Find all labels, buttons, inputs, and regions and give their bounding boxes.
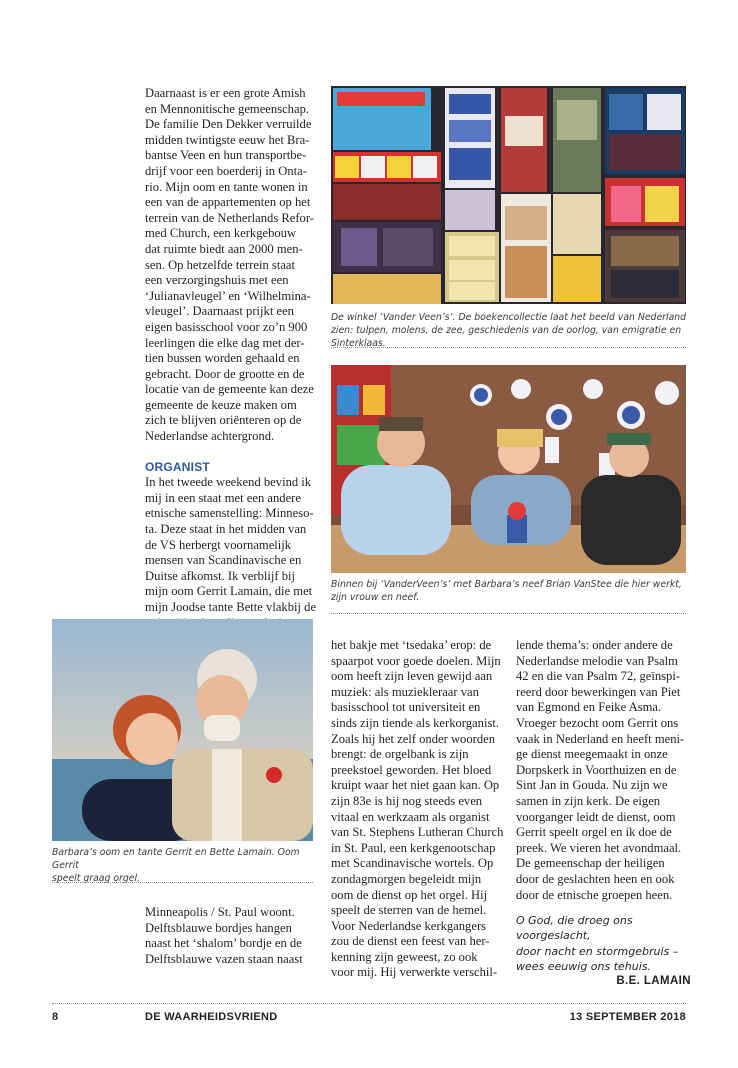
paragraph-line: speelt de sterren van de hemel. — [331, 903, 487, 918]
shop-interior-caption — [331, 579, 691, 605]
paragraph-line: gebracht. Door de grootte en de — [145, 366, 305, 381]
paragraph-line: zijn 83e is hij nog steeds even — [331, 793, 483, 808]
paragraph-line: voorganger leidt de dienst, oom — [516, 809, 676, 824]
article-column-1-bottom — [145, 905, 323, 967]
paragraph-line: drijf voor een boerderij in Onta- — [145, 163, 307, 178]
paragraph-line: spaarpot voor goede doelen. Mijn — [331, 653, 501, 668]
quote-line: door nacht en stormgebruis – — [516, 944, 679, 958]
paragraph-line: zou de dienst een feest van her- — [331, 934, 490, 949]
paragraph-line: mijn oom Gerrit Lamain, die met — [145, 584, 313, 599]
paragraph-line: kenning zijn geweest, zo ook — [331, 949, 478, 964]
paragraph-line: preek. We vieren het avondmaal. — [516, 840, 682, 855]
publication-name: DE WAARHEIDSVRIEND — [145, 1011, 278, 1023]
couple-illustration — [52, 619, 313, 841]
paragraph-line: door de geslachten heen en ook — [516, 871, 675, 886]
paragraph-line: van Egmond en Feike Asma. — [516, 700, 662, 715]
paragraph-line: vleugel’. Daarnaast prijkt een — [145, 304, 294, 319]
paragraph-line: Vroeger bezocht oom Gerrit ons — [516, 715, 679, 730]
shop-interior-illustration — [331, 365, 686, 573]
paragraph-line: Minneapolis / St. Paul woont. — [145, 905, 295, 919]
paragraph-line: naast het ‘shalom’ bordje en de — [145, 936, 302, 951]
bookstore-caption: De winkel ‘Vander Veen’s’. De boekencollectie laat het beeld van Nederland zien: tulpen, molens, de zee, geschiedenis van de oorlog, van emigratie en Sinterklaas. — [331, 312, 687, 349]
paragraph-line: brengt: de orgelbank is zijn — [331, 747, 469, 762]
paragraph-line: Delftsblauwe bordjes hangen — [145, 920, 292, 935]
paragraph-line: Daarnaast is er een grote Amish — [145, 86, 306, 100]
paragraph-line: rio. Mijn oom en tante wonen in — [145, 179, 308, 194]
paragraph-line: etnische samenstelling: Minneso- — [145, 506, 314, 521]
paragraph-line: in St. Paul, een kerkgenootschap — [331, 840, 496, 855]
paragraph-line: Voor Nederlandse kerkgangers — [331, 918, 487, 933]
caption-line: speelt graag orgel. — [52, 872, 141, 884]
paragraph-line: leerlingen die elke dag met der- — [145, 335, 305, 350]
paragraph-line: dat ruimte biedt aan 2000 men- — [145, 241, 303, 256]
paragraph-line: De gemeenschap der heiligen — [516, 856, 665, 871]
paragraph-line: Gerrit speelt orgel en ik doe de — [516, 825, 672, 840]
caption-line: Binnen bij ‘VanderVeen’s’ met Barbara’s neef Brian VanStee die hier werkt, — [331, 579, 682, 590]
paragraph-line: basisschool tot universiteit en — [331, 700, 481, 715]
paragraph-line: sinds zijn tiende als kerkorganist. — [331, 715, 500, 730]
paragraph-line: bantse Veen en hun transportbe- — [145, 148, 307, 163]
caption-line: zijn vrouw en neef. — [331, 591, 420, 603]
paragraph-line: zich te blijven oriënteren op de — [145, 413, 302, 428]
paragraph-line: voor mij. Hij verwerkte verschil- — [331, 965, 498, 980]
paragraph-line: ta. Deze staat in het midden van — [145, 522, 307, 537]
paragraph-line: mijn Joodse tante Bette vlakbij de — [145, 600, 317, 614]
paragraph-line: ‘Julianavleugel’ en ‘Wilhelmina- — [145, 288, 311, 303]
paragraph-line: Sint Jan in Gouda. Nu zijn we — [516, 778, 668, 793]
paragraph-line: door de etnische groepen heen. — [516, 887, 673, 902]
paragraph-line: muziek: als muziekleraar van — [331, 684, 479, 699]
article-column-1-top — [145, 86, 323, 631]
paragraph-line: samen in zijn kerk. De eigen — [516, 793, 661, 808]
quote-line: wees eeuwig ons tehuis. — [516, 959, 652, 973]
paragraph-line: med Church, een kerkgebouw — [145, 226, 297, 241]
hymn-quote — [516, 913, 691, 974]
paragraph-line: oom heeft zijn leven gewijd aan — [331, 669, 493, 684]
paragraph-line: Nederlandse achtergrond. — [145, 429, 275, 444]
paragraph-line: het bakje met ‘tsedaka’ erop: de — [331, 638, 492, 652]
paragraph-line: lende thema’s: onder andere de — [516, 638, 673, 652]
paragraph-line: Dorpskerk in Voorthuizen en de — [516, 762, 677, 777]
section-heading-organist: ORGANIST — [145, 459, 210, 474]
paragraph-line: Delftsblauwe vazen staan naast — [145, 951, 303, 966]
paragraph-line: mij in een staat met een andere — [145, 490, 301, 505]
paragraph-line: Zoals hij het zelf onder woorden — [331, 731, 496, 746]
paragraph-line: In het tweede weekend bevind ik — [145, 475, 312, 490]
paragraph-line: reerd door bewerkingen van Piet — [516, 684, 681, 699]
article-column-2 — [331, 638, 509, 981]
paragraph-line: De familie Den Dekker verruilde — [145, 117, 312, 132]
caption-line: Barbara’s oom en tante Gerrit en Bette Lamain. Oom Gerrit — [52, 847, 300, 871]
paragraph-line: mensen van Scandinavische en — [145, 553, 302, 568]
issue-date: 13 SEPTEMBER 2018 — [569, 1011, 686, 1023]
paragraph-line: sen. Op hetzelfde terrein staat — [145, 257, 296, 272]
caption-divider — [331, 347, 686, 348]
paragraph-line: gemeente de keuze maken om — [145, 397, 297, 412]
paragraph-line: vaak in Nederland en heeft meni- — [516, 731, 685, 746]
paragraph-line: kruipt waar het niet gaan kan. Op — [331, 778, 500, 793]
paragraph-line: tien bussen worden gehaald en — [145, 351, 300, 366]
paragraph-line: Nederlandse melodie van Psalm — [516, 653, 678, 668]
bookstore-illustration — [331, 86, 686, 304]
bookstore-photo — [331, 86, 686, 304]
paragraph-line: terrein van de Netherlands Refor- — [145, 210, 314, 225]
couple-photo — [52, 619, 313, 841]
caption-divider — [331, 613, 686, 614]
paragraph-line: preekstoel geworden. Het bloed — [331, 762, 492, 777]
paragraph-line: zondagmorgen begeleidt mijn — [331, 871, 482, 886]
paragraph-line: met Scandinavische wortels. Op — [331, 856, 494, 871]
page-number: 8 — [52, 1011, 59, 1023]
paragraph-line: locatie van de gemeente kan deze — [145, 382, 314, 397]
paragraph-line: een van de appartementen op het — [145, 195, 311, 210]
footer-divider — [52, 1003, 686, 1004]
caption-divider — [52, 882, 313, 883]
article-column-3 — [516, 638, 691, 990]
paragraph-line: van St. Stephens Lutheran Church — [331, 825, 504, 840]
paragraph-line: een verzorgingshuis met een — [145, 273, 289, 288]
paragraph-line: en Mennonitische gemeenschap. — [145, 101, 310, 116]
quote-line: O God, die droeg ons voorgeslacht, — [516, 914, 633, 943]
paragraph-line: midden twintigste eeuw het Bra- — [145, 132, 310, 147]
paragraph-line: de VS herbergt voornamelijk — [145, 537, 292, 552]
author-byline: B.E. LAMAIN — [616, 974, 691, 987]
paragraph-line: Duitse afkomst. Ik verblijf bij — [145, 568, 296, 583]
paragraph-line: ge dienst meegemaakt in onze — [516, 747, 668, 762]
paragraph-line: oom de dienst op het orgel. Hij — [331, 887, 488, 902]
paragraph-line: eigen basisschool voor zo’n 900 — [145, 319, 308, 334]
paragraph-line: 42 en die van Psalm 72, geïnspi- — [516, 669, 681, 684]
shop-interior-photo — [331, 365, 686, 573]
couple-caption — [52, 847, 317, 885]
paragraph-line: vitaal en werkzaam als organist — [331, 809, 490, 824]
